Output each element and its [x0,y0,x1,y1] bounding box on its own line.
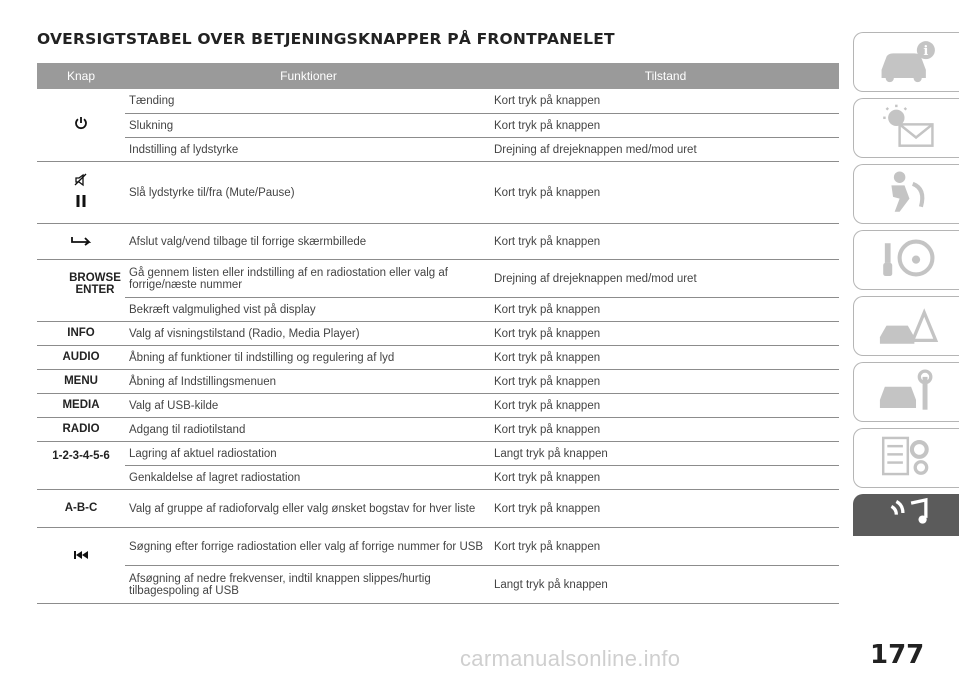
table-row [37,527,839,565]
tab-starting-driving[interactable] [853,230,959,290]
tab-warning-lights[interactable] [853,98,959,158]
state-cell: Langt tryk på knappen [492,565,839,603]
function-cell: Indstilling af lydstyrke [125,137,492,161]
state-cell: Kort tryk på knappen [492,393,839,417]
column-header-funktioner: Funktioner [125,63,492,89]
airbag-seat-icon [875,169,939,220]
table-row [37,369,839,393]
tab-safety[interactable] [853,164,959,224]
back-button-cell [37,223,125,259]
table-row [37,223,839,259]
svg-text:i: i [922,43,928,59]
tab-multimedia[interactable] [853,494,959,536]
knap-cell: A-B-C [37,489,125,527]
page-title: OVERSIGTSTABEL OVER BETJENINGSKNAPPER PÅ FRONTPANELET [37,30,615,48]
knap-cell: BROWSE ENTER [37,259,125,321]
function-cell: Slukning [125,113,492,137]
table-row [37,137,839,161]
table-row [37,89,839,113]
state-cell: Kort tryk på knappen [492,465,839,489]
skip-back-button-cell [37,527,125,603]
state-cell: Kort tryk på knappen [492,345,839,369]
knap-cell: INFO [37,321,125,345]
table-row [37,321,839,345]
state-cell: Drejning af drejeknappen med/mod uret [492,137,839,161]
function-cell: Afslut valg/vend tilbage til forrige skærmbillede [125,223,492,259]
state-cell: Kort tryk på knappen [492,417,839,441]
table-row [37,465,839,489]
function-cell: Slå lydstyrke til/fra (Mute/Pause) [125,161,492,223]
tab-emergency[interactable] [853,296,959,356]
function-cell: Genkaldelse af lagret radiostation [125,465,492,489]
table-header-row [37,63,839,89]
state-cell: Kort tryk på knappen [492,527,839,565]
table-row [37,489,839,527]
table-row [37,161,839,223]
steering-key-icon [875,235,939,286]
table-row [37,417,839,441]
state-cell: Kort tryk på knappen [492,489,839,527]
knap-cell: RADIO [37,417,125,441]
function-cell: Adgang til radiotilstand [125,417,492,441]
multimedia-icon [875,496,939,535]
state-cell: Kort tryk på knappen [492,369,839,393]
function-cell: Lagring af aktuel radiostation [125,441,492,465]
knap-cell: AUDIO [37,345,125,369]
mute-pause-icon [73,173,89,212]
table-row [37,297,839,321]
tab-technical-data[interactable] [853,428,959,488]
back-arrow-icon [70,234,92,249]
state-cell: Kort tryk på knappen [492,113,839,137]
state-cell: Kort tryk på knappen [492,89,839,113]
state-cell: Kort tryk på knappen [492,161,839,223]
function-cell: Valg af visningstilstand (Radio, Media Player) [125,321,492,345]
state-cell: Langt tryk på knappen [492,441,839,465]
column-header-tilstand: Tilstand [492,63,839,89]
controls-table [37,63,839,604]
page-number: 177 [870,640,925,670]
function-cell: Valg af gruppe af radioforvalg eller valg ønsket bogstav for hver liste [125,489,492,527]
car-service-icon [875,367,939,418]
function-cell: Valg af USB-kilde [125,393,492,417]
column-header-knap: Knap [37,63,125,89]
function-cell: Afsøgning af nedre frekvenser, indtil knappen slippes/hurtig tilbagespoling af USB [125,565,492,603]
table-row [37,565,839,603]
mute-button-cell [37,161,125,223]
function-cell: Gå gennem listen eller indstilling af en radiostation eller valg af forrige/næste nummer [125,259,492,297]
car-info-icon [875,37,939,88]
table-row [37,345,839,369]
knap-cell: 1-2-3-4-5-6 [37,441,125,489]
warning-light-message-icon [875,103,939,154]
power-icon [74,116,88,133]
tab-maintenance[interactable] [853,362,959,422]
function-cell: Åbning af Indstillingsmenuen [125,369,492,393]
state-cell: Drejning af drejeknappen med/mod uret [492,259,839,297]
state-cell: Kort tryk på knappen [492,223,839,259]
table-row [37,441,839,465]
table-row [37,259,839,297]
knap-cell: MENU [37,369,125,393]
skip-back-icon [73,550,89,563]
function-cell: Tænding [125,89,492,113]
state-cell: Kort tryk på knappen [492,297,839,321]
specs-gear-icon [875,433,939,484]
function-cell: Bekræft valgmulighed vist på display [125,297,492,321]
state-cell: Kort tryk på knappen [492,321,839,345]
knap-cell: MEDIA [37,393,125,417]
power-button-cell [37,89,125,161]
function-cell: Søgning efter forrige radiostation eller valg af forrige nummer for USB [125,527,492,565]
watermark: carmanualsonline.info [460,646,681,671]
tab-car-info[interactable] [853,32,959,92]
table-row [37,113,839,137]
function-cell: Åbning af funktioner til indstilling og regulering af lyd [125,345,492,369]
table-row [37,393,839,417]
accident-warning-icon [875,301,939,352]
